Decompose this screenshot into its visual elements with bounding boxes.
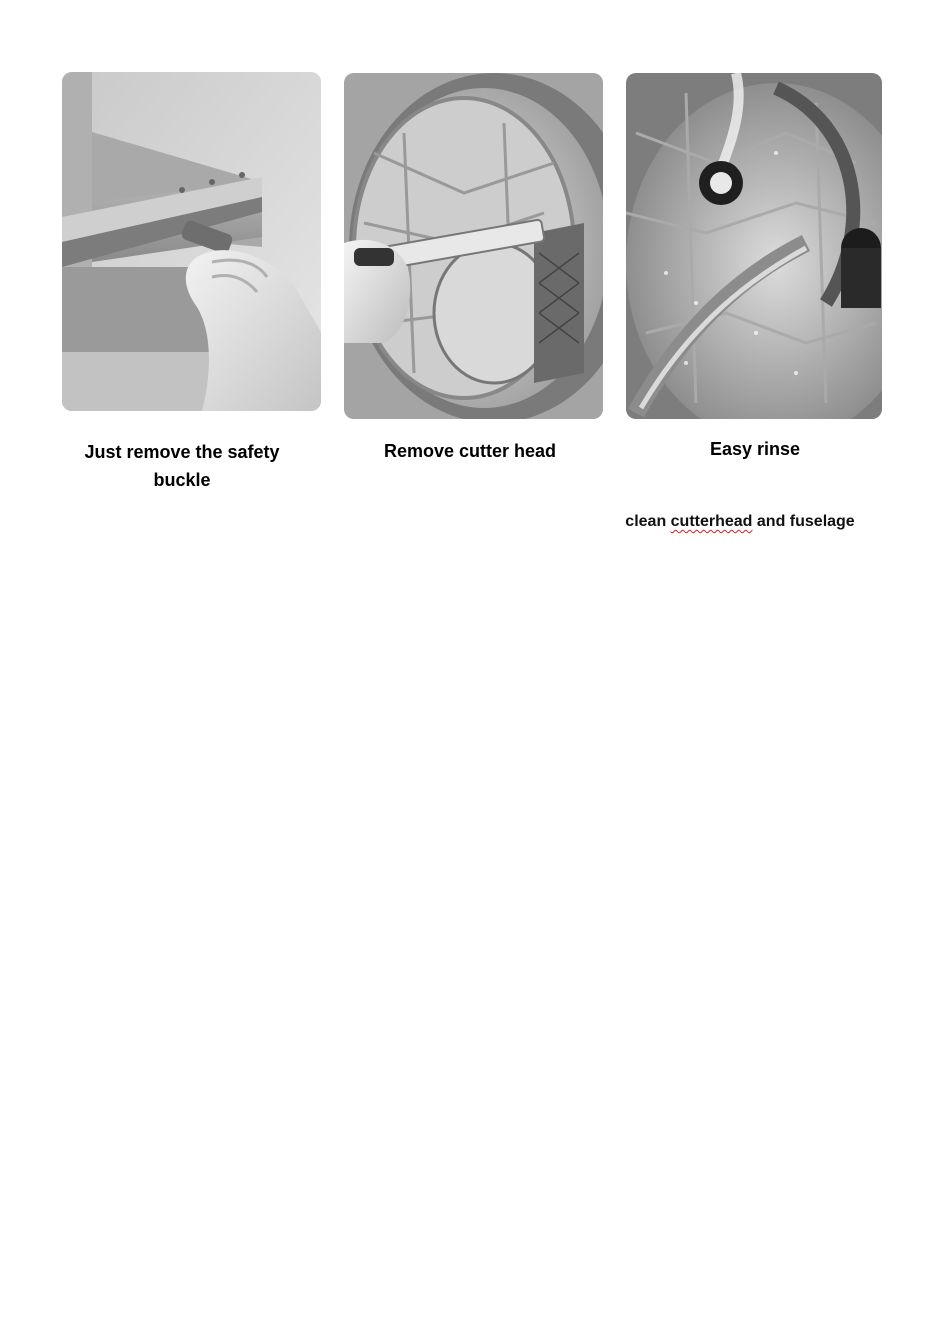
cleaning-note-part1: clean bbox=[625, 513, 671, 530]
safety-buckle-illustration bbox=[62, 72, 321, 411]
easy-rinse-caption: Easy rinse bbox=[709, 439, 801, 459]
cutter-head-caption: Remove cutter head bbox=[383, 441, 557, 461]
cleaning-note-cutterhead: cutterhead bbox=[670, 513, 753, 530]
remove-cutter-head-photo bbox=[344, 73, 603, 419]
cleaning-note bbox=[600, 510, 880, 534]
cleaning-note-part3: and fuselage bbox=[752, 513, 855, 530]
rinse-illustration bbox=[626, 73, 882, 419]
remove-safety-buckle-photo bbox=[62, 72, 321, 411]
cutter-head-illustration bbox=[344, 73, 603, 419]
easy-rinse-photo bbox=[626, 73, 882, 419]
safety-buckle-caption: Just remove the safety buckle bbox=[84, 442, 280, 490]
